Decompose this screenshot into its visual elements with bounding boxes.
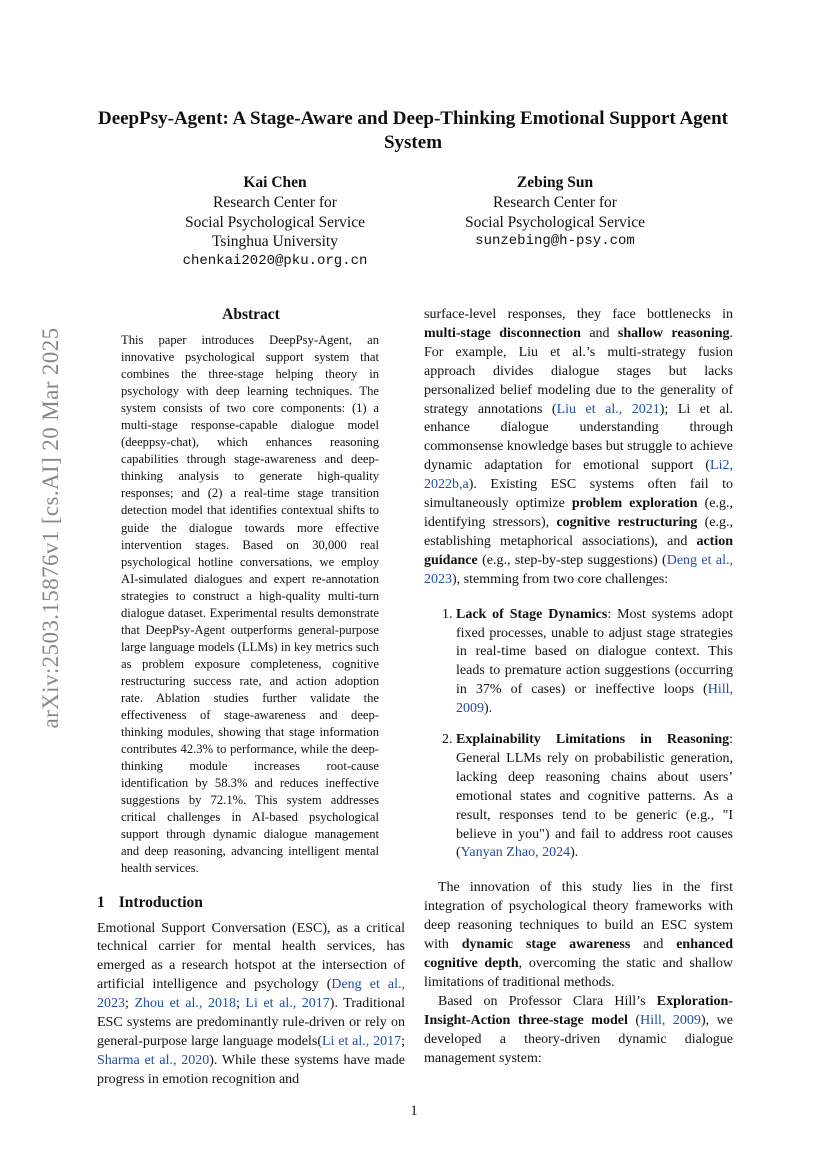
citation-link[interactable]: Li et al., 2017	[322, 1033, 402, 1049]
based-paragraph: Based on Professor Clara Hill’s Exploration-Insight-Action three-stage model (Hill, 2009), we developed a theory-driven dynamic dialogue management system:	[424, 993, 733, 1066]
author-affiliation: Social Psychological Service	[185, 213, 365, 231]
page-number: 1	[410, 1103, 418, 1119]
abstract-heading: Abstract	[222, 306, 280, 323]
intro-paragraph: Emotional Support Conversation (ESC), as a critical technical carrier for mental health services, has emerged as a research hotspot at the intersection of artificial intelligence and psychology (Deng et al., 2023; Zhou et al., 2018; Li et al., 2017). Traditional ESC systems are predominantly rule-driven or rely on general-purpose large language models(Li et al., 2017; Sharma et al., 2020). While these systems have made progress in emotion recognition and	[97, 920, 405, 1087]
right-column	[424, 306, 733, 1068]
citation-link[interactable]: Yanyan Zhao, 2024	[460, 845, 571, 861]
intro-paragraph-continued: surface-level responses, they face bottlenecks in multi-stage disconnection and shallow reasoning. For example, Liu et al.’s multi-strategy fusion approach divides dialogue stages but lacks personalized belief modeling due to the generality of strategy annotations (Liu et al., 2021); Li et al. enhance dialogue understanding through commonsense knowledge bases but struggle to achieve dynamic adaptation for emotional support (Li2, 2022b,a). Existing ESC systems often fail to simultaneously optimize problem exploration (e.g., identifying stressors), cognitive restructuring (e.g., establishing metaphorical associations), and action guidance (e.g., step-by-step suggestions) (Deng et al., 2023), stemming from two core challenges:	[424, 307, 734, 587]
author-affiliation: Research Center for	[493, 193, 617, 211]
citation-link[interactable]: Hill, 2009	[640, 1012, 701, 1028]
citation-link[interactable]: Li et al., 2017	[245, 996, 330, 1012]
innovation-paragraph: The innovation of this study lies in the first integration of psychological theory frameworks with deep reasoning techniques to build an ESC system with dynamic stage awareness and enhanced cognitive depth, overcoming the static and shallow limitations of traditional methods.	[424, 880, 734, 990]
author-name: Zebing Sun	[516, 174, 594, 191]
author-block-1	[150, 173, 400, 272]
challenges-list	[424, 606, 733, 864]
left-column	[97, 306, 405, 1090]
author-name: Kai Chen	[243, 174, 307, 191]
list-item: 1. Lack of Stage Dynamics: Most systems adopt fixed processes, unable to adjust stage strategies in real-time based on dialogue context. This leads to premature action suggestions (occurring in 37% of cases) or ineffective loops (Hill, 2009).	[456, 606, 733, 719]
abstract-text: This paper introduces DeepPsy-Agent, an innovative psychological support system that combines the three-stage helping theory in psychology with deep learning techniques. The system consists of two core components: (1) a multi-stage response-capable dialogue model (deeppsy-chat), which enhances reasoning capabilities through stage-awareness and deep-thinking analysis to generate high-quality responses; and (2) a real-time stage transition detection model that identifies contextual shifts to guide the dialogue towards more effective intervention stages. Based on 30,000 real psychological hotline conversations, we employ AI-simulated dialogues and expert re-annotation strategies to construct a high-quality multi-turn dialogue dataset. Experimental results demonstrate that DeepPsy-Agent outperforms general-purpose large language models (LLMs) in key metrics such as problem exposure completeness, cognitive restructuring success rate, and action adoption rate. Ablation studies further validate the effectiveness of stage-awareness and deep-thinking modules, showing that stage information contributes 42.3% to performance, while the deep-thinking module increases root-cause identification by 58.3% and reduces ineffective suggestions by 72.1%. This system addresses critical challenges in AI-based psychological support through dynamic dialogue management and deep reasoning, advancing intelligent mental health services.	[121, 333, 379, 876]
citation-link[interactable]: Deng et al., 2023	[424, 552, 734, 587]
paper-title: DeepPsy-Agent: A Stage-Aware and Deep-Thinking Emotional Support Agent System	[97, 108, 729, 153]
citation-link[interactable]: Deng et al., 2023	[97, 977, 405, 1012]
citation-link[interactable]: Zhou et al., 2018	[134, 996, 236, 1012]
author-affiliation: Research Center for	[213, 193, 337, 211]
citation-link[interactable]: Liu et al., 2021	[556, 401, 660, 417]
author-email: sunzebing@h-psy.com	[475, 233, 635, 250]
section-number: 1	[97, 893, 105, 911]
author-block-2	[430, 173, 680, 252]
author-email: chenkai2020@pku.org.cn	[182, 253, 368, 270]
author-affiliation: Social Psychological Service	[465, 213, 645, 231]
list-item: 2. Explainability Limitations in Reasoning: General LLMs rely on probabilistic generation, lacking deep reasoning chains about users’ emotional states and cognitive patterns. As a result, responses tend to be generic (e.g., "I believe in you") and fail to address root causes (Yanyan Zhao, 2024).	[456, 731, 733, 863]
arxiv-identifier: arXiv:2503.15876v1 [cs.AI] 20 Mar 2025	[38, 327, 63, 729]
author-affiliation: Tsinghua University	[212, 233, 338, 251]
citation-link[interactable]: Li2, 2022b,a	[424, 458, 733, 493]
section-title: Introduction	[118, 893, 203, 911]
citation-link[interactable]: Sharma et al., 2020	[97, 1052, 210, 1068]
citation-link[interactable]: Hill, 2009	[456, 682, 733, 717]
section-heading	[97, 894, 405, 912]
